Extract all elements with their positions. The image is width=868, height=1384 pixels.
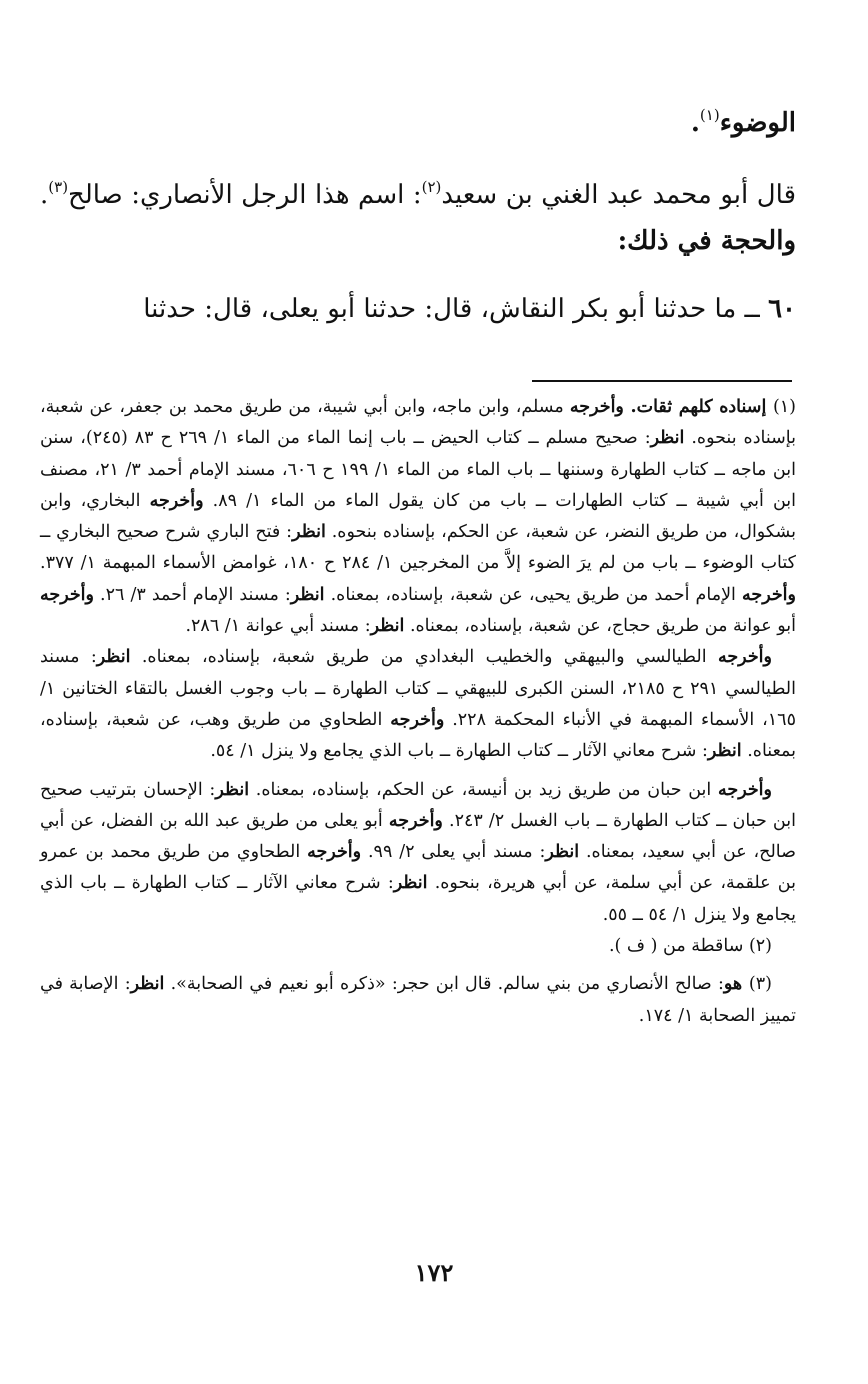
page-number: ١٧٢	[414, 1258, 454, 1287]
bold-phrase: وأخرجه	[307, 842, 362, 863]
bold-phrase: وأخرجه	[569, 397, 624, 417]
footnote-text: أبو عوانة من طريق حجاج، عن شعبة، بإسناده، بمعناه.	[404, 616, 796, 637]
footnote-text: : فتح الباري شرح صحيح البخاري ــ كتاب الوضوء ــ باب من لم يرَ الضوء إلاَّ من المخرجين ١/ ٢٨٤ ح ١٨٠، غوامض الأسماء المبهمة ١/ ٣٧٧.	[40, 522, 796, 574]
footnote-text: : مسند الإمام أحمد ٣/ ٢٦.	[94, 584, 291, 605]
bold-phrase: انظر	[292, 522, 326, 543]
footnote-text: الطحاوي من طريق محمد بن عمرو بن علقمة، عن أبي سلمة، عن أبي هريرة، بنحوه.	[40, 842, 796, 894]
footnote-text: البخاري، وابن بشكوال، من طريق النضر، عن شعبة، عن الحكم، بإسناده بنحوه.	[40, 490, 796, 543]
footnote-text: : شرح معاني الآثار ــ كتاب الطهارة ــ باب الذي يجامع ولا ينزل ١/ ٥٤ ــ ٥٥.	[40, 873, 796, 925]
bold-phrase: والحجة في ذلك:	[617, 226, 796, 256]
bold-phrase: انظر	[393, 873, 428, 894]
footnote-text: : الإحسان بترتيب صحيح ابن حبان ــ كتاب الطهارة ــ باب الغسل ٢/ ٢٤٣.	[40, 779, 796, 831]
footnote-2	[40, 931, 796, 962]
bold-phrase: وأخرجه	[742, 584, 796, 605]
bold-phrase: انظر	[370, 616, 405, 637]
footnote-1-continued-a	[40, 642, 796, 767]
bold-phrase: هو	[723, 974, 749, 995]
footnote-text: الطحاوي من طريق وهب، عن شعبة، بإسناده، بمعناه.	[40, 709, 796, 762]
hadith-number: ٦٠	[768, 294, 796, 324]
footnote-text: ابن حبان من طريق زيد بن أنيسة، عن الحكم، بإسناده، بمعناه.	[249, 779, 718, 800]
bold-phrase: انظر	[545, 842, 580, 863]
bold-phrase: انظر	[215, 779, 250, 800]
bold-phrase: وأخرجه	[390, 709, 445, 730]
footnotes	[40, 392, 796, 1032]
footnote-text: : مسند أبي يعلى ٢/ ٩٩.	[361, 842, 546, 863]
bold-phrase: وأخرجه	[40, 584, 94, 605]
bold-phrase: وأخرجه	[149, 490, 204, 511]
footnote-ref: (٢)	[421, 178, 442, 196]
bold-phrase: انظر	[96, 647, 131, 668]
bold-phrase: انظر	[130, 974, 165, 995]
opening-paragraph	[40, 172, 796, 264]
bold-phrase: انظر	[707, 741, 742, 762]
footnote-text: أبو يعلى من طريق عبد الله بن الفضل، عن أبي صالح، عن أبي سعيد، بمعناه.	[40, 810, 796, 863]
hadith-paragraph	[40, 286, 796, 332]
footnote-number: (١)	[772, 397, 796, 417]
bold-phrase: وأخرجه	[717, 647, 772, 668]
heading-word: الوضوء	[719, 108, 796, 138]
section-heading	[40, 100, 796, 146]
para-text: : اسم هذا الرجل الأنصاري: صالح	[68, 180, 422, 210]
footnote-1-continued-b	[40, 775, 796, 931]
footnote-text: : الإصابة في تمييز الصحابة ١/ ١٧٤.	[40, 974, 796, 1026]
footnote-text: ساقطة من ( ف ).	[608, 936, 749, 957]
footnote-text: الطيالسي والبيهقي والخطيب البغدادي من طريق شعبة، بإسناده، بمعناه.	[130, 647, 718, 668]
footnote-3	[40, 969, 796, 1032]
footnote-ref: (١)	[699, 106, 720, 124]
footnote-text: : صحيح مسلم ــ كتاب الحيض ــ باب إنما الماء من الماء ١/ ٢٦٩ ح ٨٣ (٢٤٥)، سنن ابن ماجه ــ كتاب الطهارة وسننها ــ باب الماء من الماء ١/ ١٩٩ ح ٦٠٦، مسند الإمام أحمد ٣/ ٢١، مصنف ابن أبي شيبة ــ كتاب الطهارات ــ باب من كان يقول الماء من الماء ١/ ٨٩.	[40, 428, 797, 511]
heading-end: .	[690, 108, 700, 138]
bold-phrase: وأخرجه	[718, 779, 772, 800]
footnote-separator	[532, 380, 792, 382]
footnote-text: : صالح الأنصاري من بني سالم. قال ابن حجر: «ذكره أبو نعيم في الصحابة».	[164, 974, 724, 995]
bold-phrase: انظر	[290, 584, 325, 605]
bold-phrase: انظر	[650, 428, 685, 449]
footnote-1	[40, 392, 796, 642]
footnote-number: (٢)	[748, 936, 772, 957]
footnote-text: : شرح معاني الآثار ــ كتاب الطهارة ــ باب الذي يجامع ولا ينزل ١/ ٥٤.	[210, 741, 708, 762]
footnote-text: مسلم، وابن ماجه، وابن أبي شيبة، من طريق محمد بن جعفر، عن شعبة، بإسناده بنحوه.	[40, 397, 797, 449]
footnote-text: : مسند أبي عوانة ١/ ٢٨٦.	[185, 616, 371, 637]
bold-phrase: وأخرجه	[388, 810, 443, 831]
footnote-text: : مسند الطيالسي ٢٩١ ح ٢١٨٥، السنن الكبرى للبيهقي ــ كتاب الطهارة ــ باب وجوب الغسل بالتقاء الختانين ١/ ١٦٥، الأسماء المبهمة في الأنباء المحكمة ٢٢٨.	[40, 647, 796, 730]
footnote-text: الإمام أحمد من طريق يحيى، عن شعبة، بإسناده، بمعناه.	[324, 584, 742, 605]
para-text: قال أبو محمد عبد الغني بن سعيد	[441, 180, 797, 210]
main-text	[40, 100, 796, 332]
footnote-number: (٣)	[748, 974, 772, 995]
footnote-ref: (٣)	[48, 178, 69, 196]
hadith-text: ــ ما حدثنا أبو بكر النقاش، قال: حدثنا أبو يعلى، قال: حدثنا	[143, 294, 769, 324]
bold-phrase: إسناده كلهم ثقات.	[623, 397, 773, 417]
para-text: .	[40, 180, 49, 210]
